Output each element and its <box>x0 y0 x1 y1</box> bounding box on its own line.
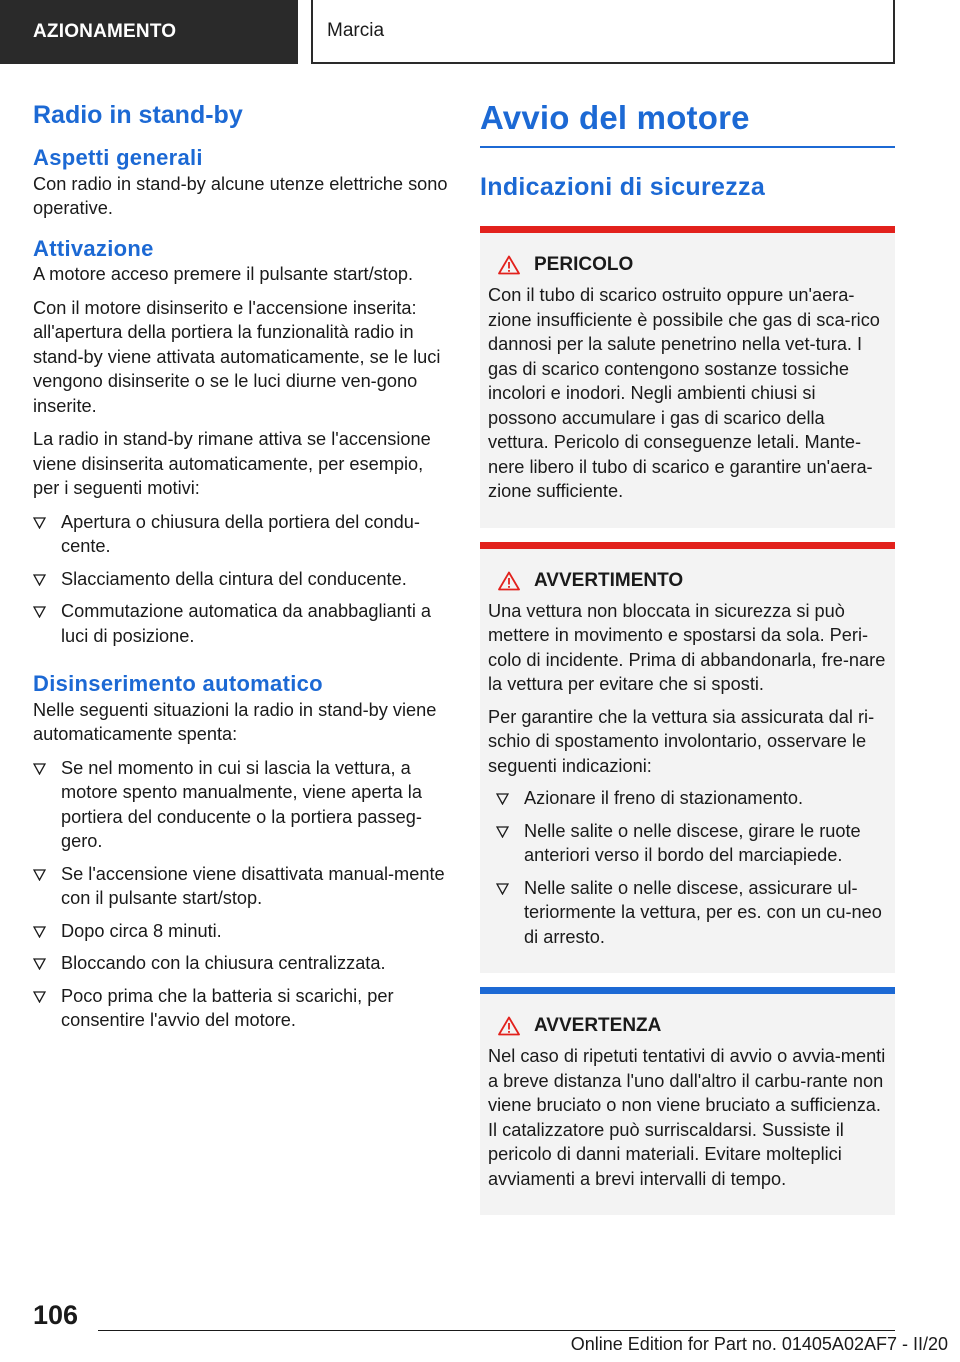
list-item: Dopo circa 8 minuti. <box>33 919 451 944</box>
heading-auto-off: Disinserimento automatico <box>33 671 323 696</box>
activation-paragraph-2: Con il motore disinserito e l'accensione inserita: all'apertura della portiera la funzionalità radio in stand-by viene attivata automaticamente, se le luci vengono disinserite o se le luci diurne ven-gono inserite. <box>33 297 441 416</box>
list-item: Poco prima che la batteria si scarichi, per consentire l'avvio del motore. <box>33 984 451 1033</box>
page-number: 106 <box>33 1300 79 1330</box>
warning-triangle-icon <box>498 255 520 275</box>
heading-general: Aspetti generali <box>33 145 203 170</box>
left-column <box>33 100 451 1042</box>
triangle-bullet-icon <box>33 869 46 881</box>
activation-paragraph-3: La radio in stand-by rimane attiva se l'accensione viene disinserita automaticamente, per esempio, per i seguenti motivi: <box>33 429 431 498</box>
header-chapter-tab: Marcia <box>311 0 895 64</box>
general-text: Con radio in stand-by alcune utenze elettriche sono operative. <box>33 173 448 218</box>
list-item: Nelle salite o nelle discese, girare le ruote anteriori verso il bordo del marciapiede. <box>496 819 887 868</box>
warning-paragraph-1: Una vettura non bloccata in sicurezza si può mettere in movimento e spostarsi da sola. Peri-colo di incidente. Prima di abbandonarla, fre-nare la vettura per evitare che si sposti. <box>488 600 886 695</box>
triangle-bullet-icon <box>33 517 46 529</box>
caution-label: AVVERTENZA <box>534 1015 662 1037</box>
danger-label: PERICOLO <box>534 254 634 276</box>
edition-note: Online Edition for Part no. 01405A02AF7 - II/20 <box>570 1334 948 1354</box>
list-item: Commutazione automatica da anabbaglianti a luci di posizione. <box>33 599 451 648</box>
footer-divider <box>98 1330 895 1331</box>
triangle-bullet-icon <box>33 763 46 775</box>
triangle-bullet-icon <box>33 606 46 618</box>
warning-triangle-icon <box>498 571 520 591</box>
list-item: Se nel momento in cui si lascia la vettura, a motore spento manualmente, viene aperta la portiera del conducente o la portiera passeg-gero. <box>33 756 451 854</box>
header-section-tab: AZIONAMENTO <box>0 0 298 64</box>
caution-text: Nel caso di ripetuti tentativi di avvio o avvia-menti a breve distanza l'uno dall'altro il carbu-rante non viene bruciato o non viene bruciato a sufficienza. Il catalizzatore può surriscaldarsi. Sussiste il pericolo di danni materiali. Evitare molteplici avviamenti a brevi intervalli di tempo. <box>488 1046 886 1189</box>
warning-label: AVVERTIMENTO <box>534 569 684 591</box>
list-item: Slacciamento della cintura del conducente. <box>33 567 451 592</box>
auto-off-list <box>33 756 451 1033</box>
heading-activation: Attivazione <box>33 235 154 261</box>
danger-box <box>480 226 895 528</box>
danger-text: Con il tubo di scarico ostruito oppure un'aera-zione insufficiente è possibile che gas di sca-rico dannosi per la salute penetrino nella vet-tura. I gas di scarico contengono sostanze tossiche incolori e inodori. Negli ambienti chiusi si possono accumulare i gas di scarico della vettura. Pericolo di conseguenze letali. Mante-nere libero il tubo di scarico e garantire un'aera-zione sufficiente. <box>488 285 880 502</box>
triangle-bullet-icon <box>33 926 46 938</box>
heading-safety-notes: Indicazioni di sicurezza <box>480 173 766 202</box>
warning-paragraph-2: Per garantire che la vettura sia assicurata dal ri-schio di spostamento involontario, osservare le seguenti indicazioni: <box>488 706 875 776</box>
section-title-radio-standby: Radio in stand-by <box>33 101 243 129</box>
triangle-bullet-icon <box>33 958 46 970</box>
warning-list <box>496 786 887 949</box>
triangle-bullet-icon <box>496 826 509 838</box>
list-item: Nelle salite o nelle discese, assicurare ul-teriormente la vettura, per es. con un cu-neo di arresto. <box>496 876 887 950</box>
list-item: Se l'accensione viene disattivata manual-mente con il pulsante start/stop. <box>33 862 451 911</box>
section-title-engine-start: Avvio del motore <box>480 100 895 148</box>
list-item: Azionare il freno di stazionamento. <box>496 786 887 811</box>
warning-triangle-icon <box>498 1016 520 1036</box>
activation-paragraph-1: A motore acceso premere il pulsante start/stop. <box>33 264 414 284</box>
triangle-bullet-icon <box>33 991 46 1003</box>
triangle-bullet-icon <box>496 793 509 805</box>
caution-box <box>480 987 895 1215</box>
activation-list <box>33 510 451 649</box>
right-column <box>480 100 895 1229</box>
list-item: Apertura o chiusura della portiera del condu-cente. <box>33 510 451 559</box>
triangle-bullet-icon <box>33 574 46 586</box>
triangle-bullet-icon <box>496 883 509 895</box>
auto-off-intro: Nelle seguenti situazioni la radio in stand-by viene automaticamente spenta: <box>33 699 437 744</box>
list-item: Bloccando con la chiusura centralizzata. <box>33 951 451 976</box>
warning-box <box>480 542 895 974</box>
